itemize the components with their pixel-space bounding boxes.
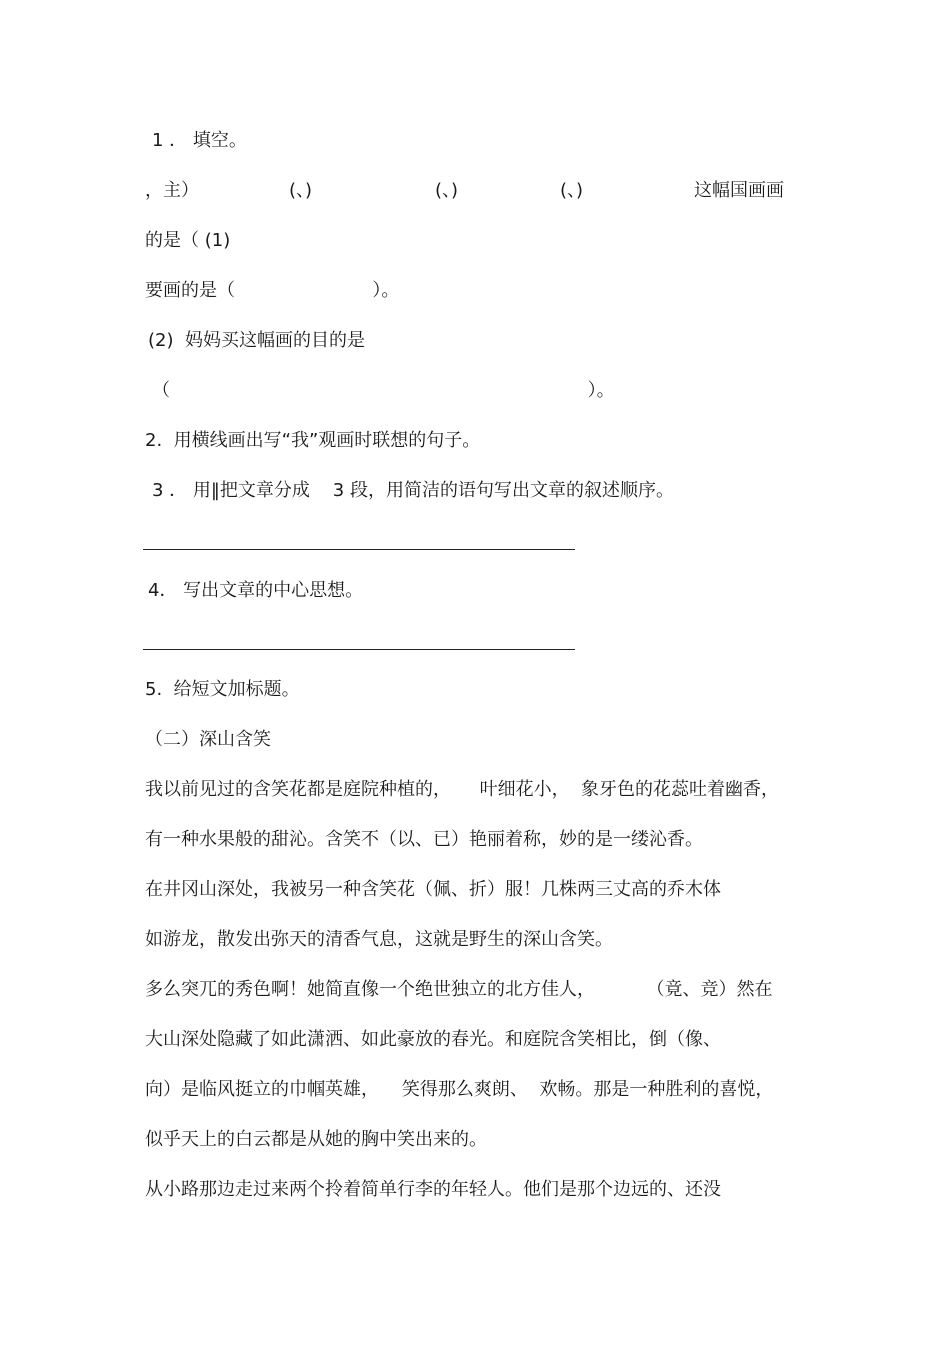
- question-5: 5. 给短文加标题。: [145, 679, 300, 700]
- section-title: （二）深山含笑: [145, 729, 271, 750]
- passage-line: 如游龙，散发出弥天的清香气息，这就是野生的深山含笑。: [145, 929, 613, 950]
- question-1-row-b: (、): [289, 180, 313, 201]
- question-1-sub-2: (2) 妈妈买这幅画的目的是: [148, 330, 365, 351]
- passage-line: 我以前见过的含笑花都是庭院种植的， 叶细花小， 象牙色的花蕊吐着幽香，: [145, 779, 780, 800]
- passage-line: 多么突兀的秀色啊！她简直像一个绝世独立的北方佳人， （竟、竞）然在: [145, 979, 773, 1000]
- question-1-title: 1 ． 填空。: [152, 130, 247, 151]
- passage-line: 大山深处隐藏了如此潇洒、如此豪放的春光。和庭院含笑相比，倒（像、: [145, 1029, 721, 1050]
- question-2: 2. 用横线画出写“我”观画时联想的句子。: [145, 430, 481, 451]
- question-4: 4． 写出文章的中心思想。: [148, 580, 364, 601]
- question-1-continuation: 的是（ (1): [145, 230, 231, 251]
- question-1-row-a: ，主）: [145, 180, 199, 201]
- question-1-row-e: 这幅国画画: [694, 180, 784, 201]
- passage-line: 有一种水果般的甜沁。含笑不（以、已）艳丽着称，妙的是一缕沁香。: [145, 829, 703, 850]
- passage-line: 从小路那边走过来两个拎着简单行李的年轻人。他们是那个边远的、还没: [145, 1179, 721, 1200]
- question-1-sub-2-blank: （ ）。: [152, 380, 615, 401]
- question-3: 3 ． 用‖把文章分成 3 段，用简洁的语句写出文章的叙述顺序。: [152, 480, 674, 501]
- question-1-sub-1: 要画的是（ ）。: [145, 280, 400, 301]
- answer-line-4: [143, 649, 575, 650]
- question-1-row-d: (、): [560, 180, 584, 201]
- passage-line: 在井冈山深处，我被另一种含笑花（佩、折）服！几株两三丈高的乔木体: [145, 879, 721, 900]
- passage-line: 似乎天上的白云都是从她的胸中笑出来的。: [145, 1129, 487, 1150]
- question-1-row-c: (、): [435, 180, 459, 201]
- passage-line: 向）是临风挺立的巾帼英雄， 笑得那么爽朗、 欢畅。那是一种胜利的喜悦，: [145, 1079, 774, 1100]
- answer-line-3: [143, 549, 575, 550]
